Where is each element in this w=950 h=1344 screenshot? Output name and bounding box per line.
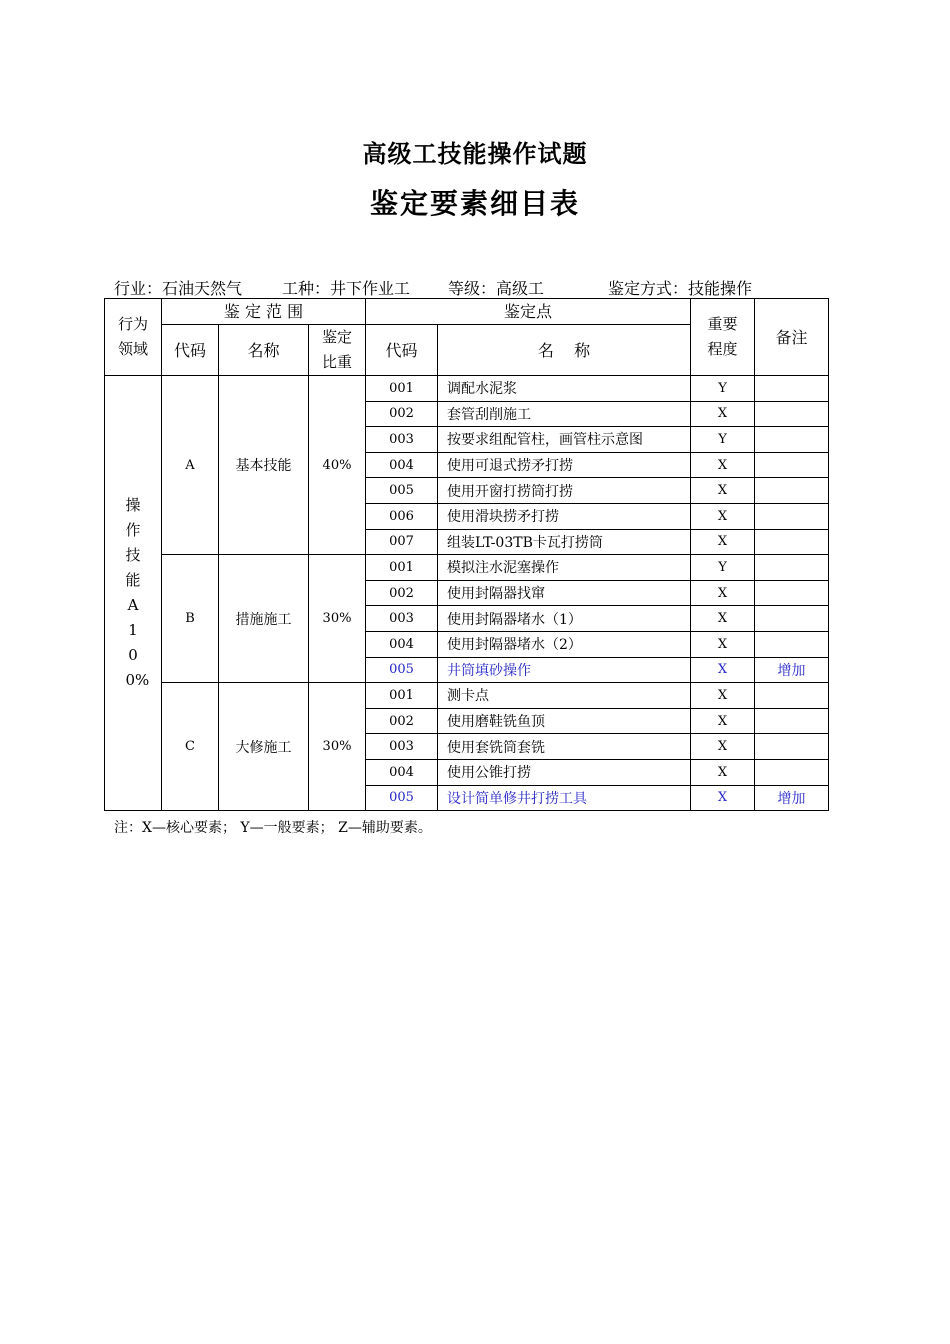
importance-cell: X: [691, 401, 755, 427]
point-code-cell: 004: [366, 631, 438, 657]
importance-cell: X: [691, 529, 755, 555]
remark-cell: [755, 376, 829, 402]
page-subtitle: 鉴定要素细目表: [369, 187, 580, 220]
point-code-cell: 004: [366, 452, 438, 478]
method-label: 鉴定方式：技能操作: [608, 279, 753, 298]
point-name-cell: 使用封隔器堵水（2）: [438, 631, 691, 657]
point-code-cell: 007: [366, 529, 438, 555]
remark-cell: [755, 427, 829, 453]
header-remark: 备注: [755, 299, 829, 376]
elements-table: [104, 298, 829, 811]
point-name-cell: 组装LT-03TB卡瓦打捞筒: [438, 529, 691, 555]
remark-cell: [755, 452, 829, 478]
level-label: 等级：高级工: [448, 279, 545, 298]
header-scope-code: 代码: [162, 325, 219, 376]
point-name-cell: 模拟注水泥塞操作: [438, 555, 691, 581]
group-code-cell: B: [162, 555, 219, 683]
importance-cell: X: [691, 683, 755, 709]
point-name-cell: 使用公锥打捞: [438, 759, 691, 785]
point-name-cell: 使用开窗打捞筒打捞: [438, 478, 691, 504]
industry-label: 行业：石油天然气: [114, 279, 243, 298]
table-row: [105, 555, 829, 581]
group-weight-cell: 30%: [309, 683, 366, 811]
remark-cell: [755, 606, 829, 632]
remark-cell: [755, 401, 829, 427]
group-name-cell: 措施施工: [219, 555, 309, 683]
group-name-cell: 基本技能: [219, 376, 309, 555]
importance-cell: X: [691, 478, 755, 504]
point-name-cell: 设计简单修井打捞工具: [438, 785, 691, 811]
point-name-cell: 使用套铣筒套铣: [438, 734, 691, 760]
header-scope-name: 名称: [219, 325, 309, 376]
importance-cell: X: [691, 452, 755, 478]
remark-cell: [755, 478, 829, 504]
remark-cell: [755, 683, 829, 709]
importance-cell: X: [691, 785, 755, 811]
point-code-cell: 005: [366, 785, 438, 811]
point-code-cell: 003: [366, 427, 438, 453]
page-title: 高级工技能操作试题: [362, 139, 588, 168]
point-name-cell: 使用封隔器堵水（1）: [438, 606, 691, 632]
point-code-cell: 002: [366, 401, 438, 427]
point-code-cell: 002: [366, 708, 438, 734]
remark-cell: [755, 503, 829, 529]
importance-cell: Y: [691, 555, 755, 581]
point-name-cell: 使用可退式捞矛打捞: [438, 452, 691, 478]
group-weight-cell: 30%: [309, 555, 366, 683]
importance-cell: Y: [691, 376, 755, 402]
remark-cell: [755, 580, 829, 606]
header-point-name: 名 称: [438, 325, 691, 376]
remark-cell: 增加: [755, 657, 829, 683]
importance-cell: X: [691, 759, 755, 785]
point-name-cell: 使用封隔器找窜: [438, 580, 691, 606]
point-code-cell: 005: [366, 657, 438, 683]
group-code-cell: A: [162, 376, 219, 555]
table-row: [105, 376, 829, 402]
point-code-cell: 004: [366, 759, 438, 785]
header-domain: 行为领域: [105, 299, 162, 376]
point-name-cell: 套管刮削施工: [438, 401, 691, 427]
point-code-cell: 001: [366, 376, 438, 402]
importance-cell: X: [691, 657, 755, 683]
point-code-cell: 003: [366, 734, 438, 760]
importance-cell: X: [691, 580, 755, 606]
point-code-cell: 002: [366, 580, 438, 606]
importance-cell: X: [691, 734, 755, 760]
remark-cell: [755, 631, 829, 657]
point-name-cell: 按要求组配管柱，画管柱示意图: [438, 427, 691, 453]
header-scope-weight: 鉴定比重: [309, 325, 366, 376]
domain-cell: 操作技能A100%: [105, 376, 162, 811]
remark-cell: [755, 759, 829, 785]
point-code-cell: 005: [366, 478, 438, 504]
group-code-cell: C: [162, 683, 219, 811]
group-name-cell: 大修施工: [219, 683, 309, 811]
header-point-code: 代码: [366, 325, 438, 376]
header-scope: 鉴 定 范 围: [162, 299, 366, 325]
point-name-cell: 井筒填砂操作: [438, 657, 691, 683]
point-code-cell: 001: [366, 555, 438, 581]
point-name-cell: 调配水泥浆: [438, 376, 691, 402]
remark-cell: [755, 555, 829, 581]
table-row: [105, 683, 829, 709]
importance-cell: X: [691, 708, 755, 734]
job-label: 工种：井下作业工: [282, 279, 411, 298]
remark-cell: [755, 734, 829, 760]
remark-cell: 增加: [755, 785, 829, 811]
point-code-cell: 001: [366, 683, 438, 709]
point-name-cell: 测卡点: [438, 683, 691, 709]
footnote: 注：X—核心要素； Y—一般要素； Z—辅助要素。: [114, 820, 432, 836]
remark-cell: [755, 529, 829, 555]
point-code-cell: 003: [366, 606, 438, 632]
group-weight-cell: 40%: [309, 376, 366, 555]
importance-cell: X: [691, 606, 755, 632]
importance-cell: X: [691, 631, 755, 657]
header-points: 鉴定点: [366, 299, 691, 325]
header-importance: 重要程度: [691, 299, 755, 376]
point-name-cell: 使用滑块捞矛打捞: [438, 503, 691, 529]
importance-cell: Y: [691, 427, 755, 453]
remark-cell: [755, 708, 829, 734]
point-name-cell: 使用磨鞋铣鱼顶: [438, 708, 691, 734]
importance-cell: X: [691, 503, 755, 529]
point-code-cell: 006: [366, 503, 438, 529]
